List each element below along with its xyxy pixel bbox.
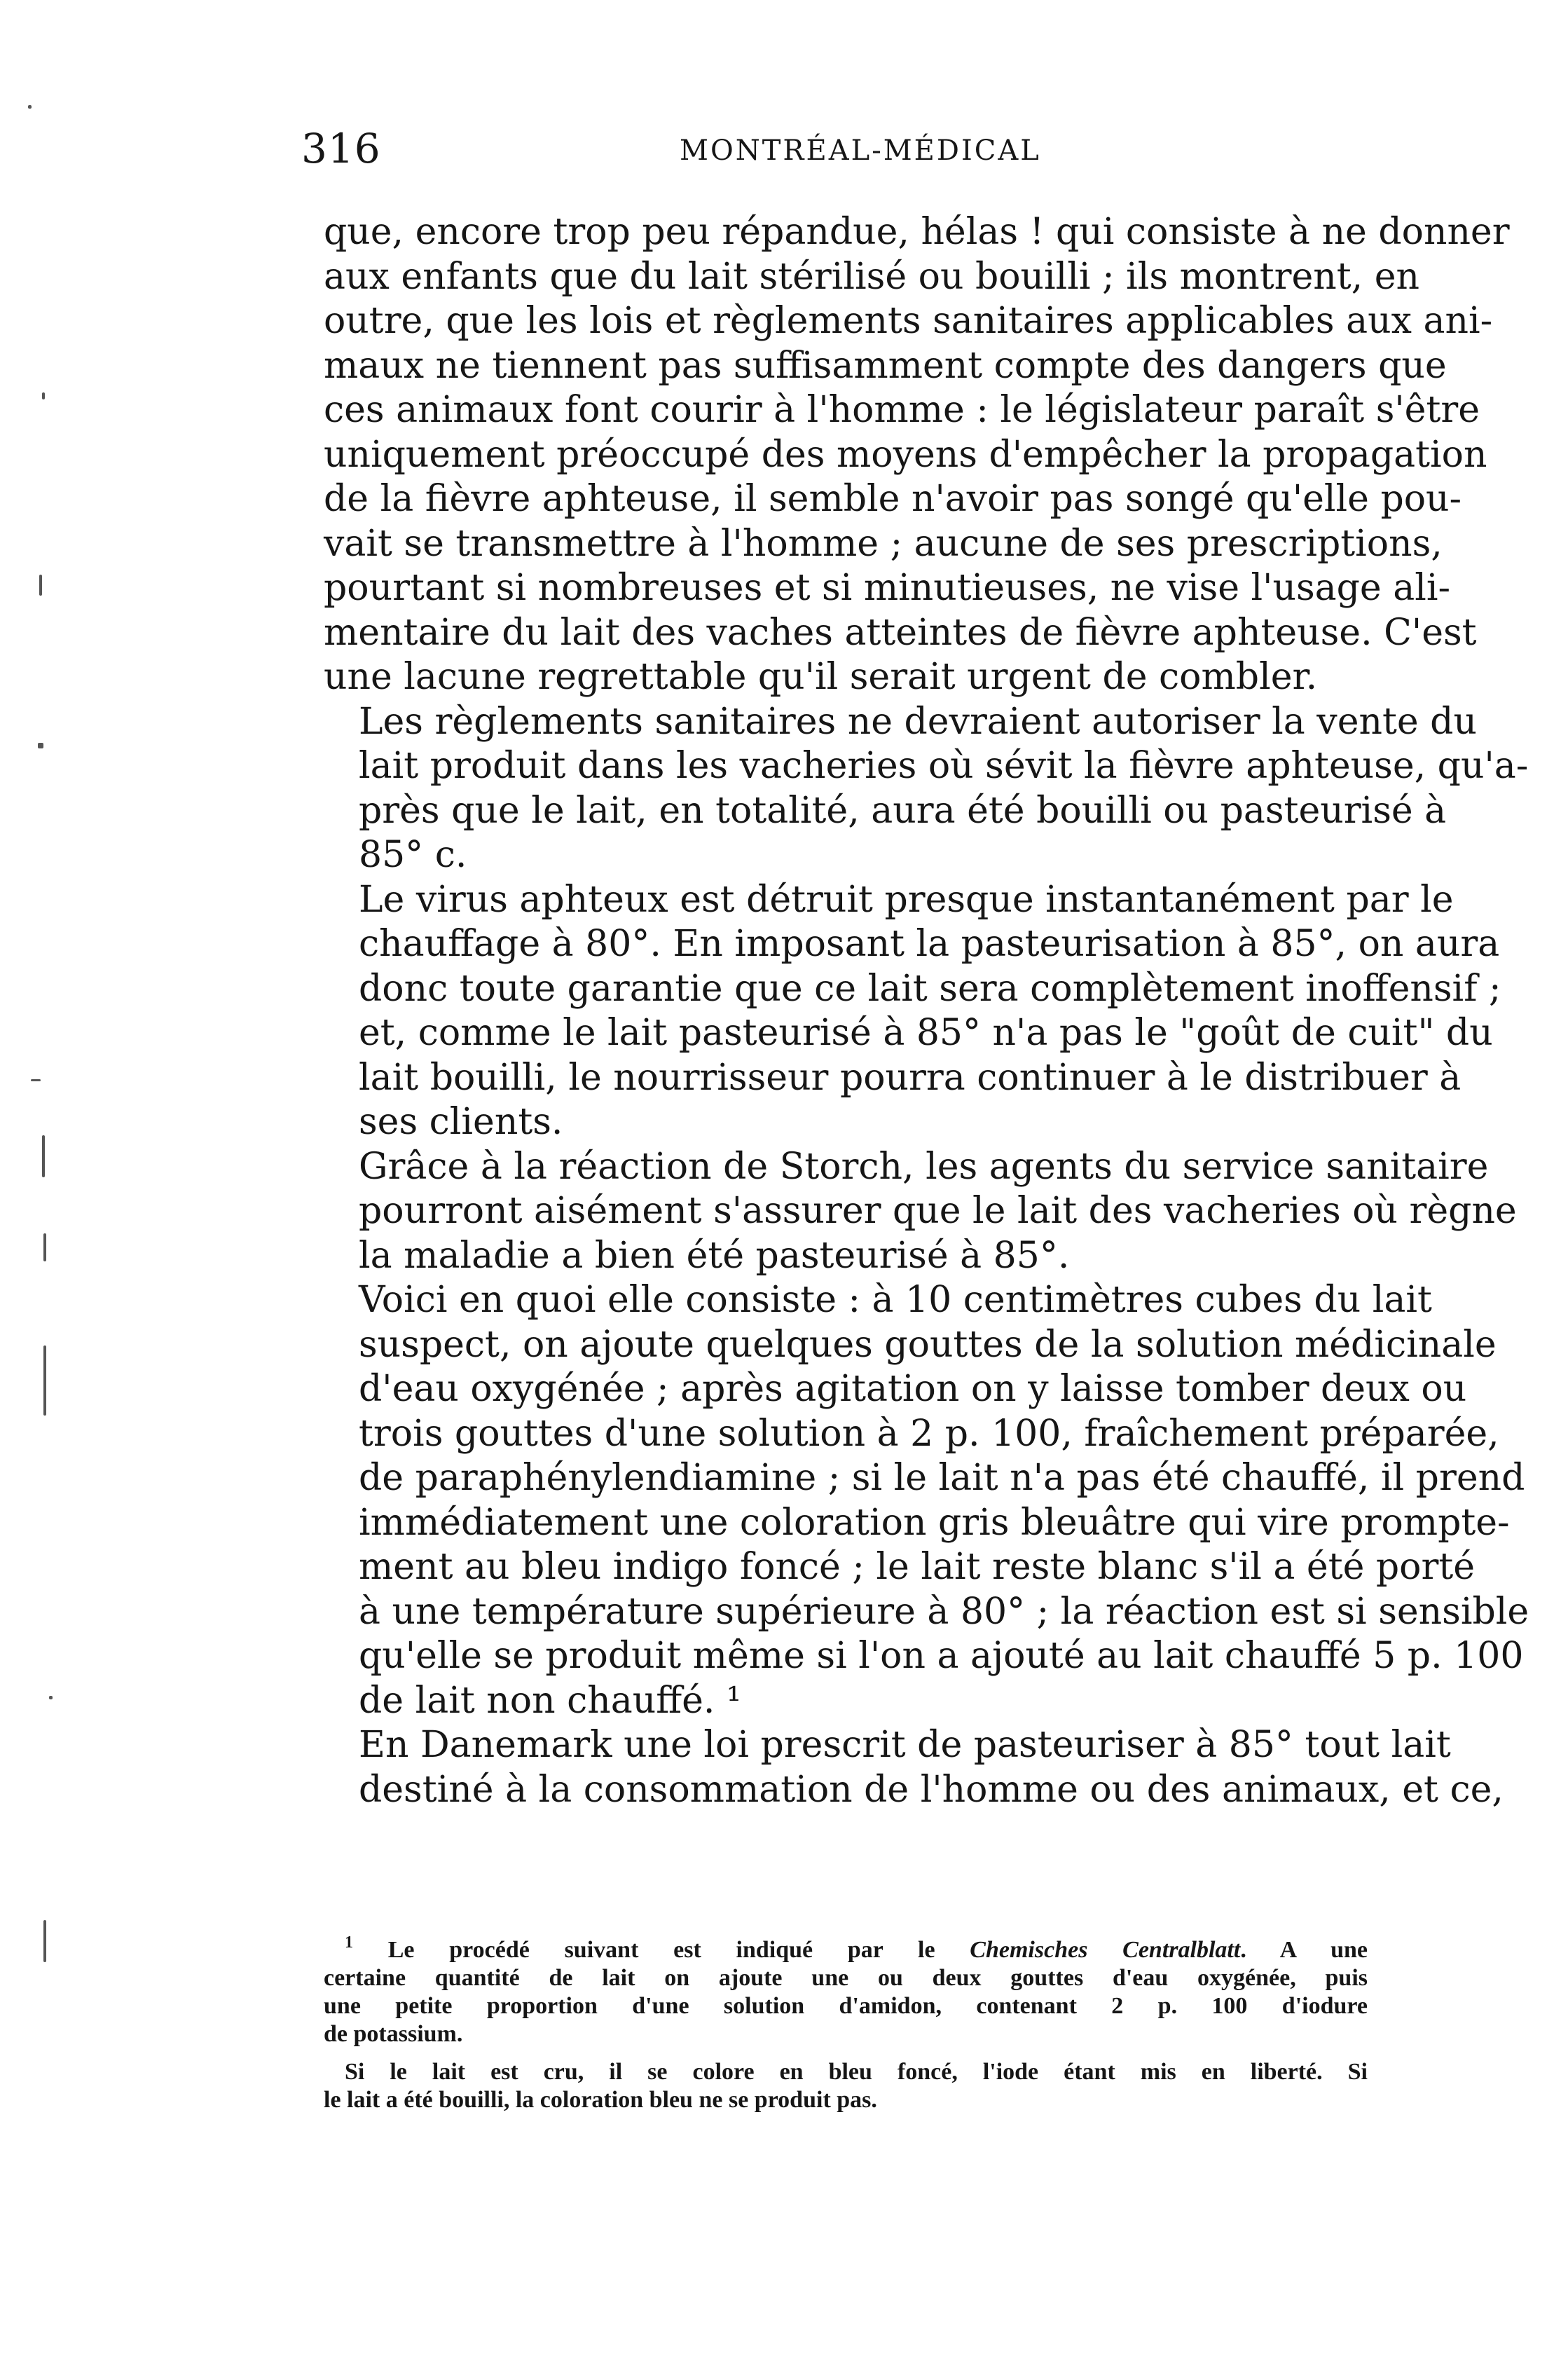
paragraph-6	[324, 1723, 1504, 1812]
text-line: et, comme le lait pasteurisé à 85° n'a pas le "goût de cuit" du	[359, 1012, 1493, 1054]
footnote-line: une petite proportion d'une solution d'amidon, contenant 2 p. 100 d'iodure	[324, 1993, 1368, 2019]
text-line: Les règlements sanitaires ne devraient autoriser la vente du	[359, 700, 1477, 743]
text-line: ses clients.	[359, 1101, 563, 1143]
scan-speck	[42, 392, 45, 399]
text-line: qu'elle se produit même si l'on a ajouté au lait chauffé 5 p. 100	[359, 1635, 1524, 1677]
scan-speck	[49, 1696, 53, 1699]
text-line: destiné à la consommation de l'homme ou des animaux, et ce,	[359, 1768, 1504, 1811]
scan-speck	[28, 105, 32, 109]
text-line: Grâce à la réaction de Storch, les agents du service sanitaire	[359, 1145, 1489, 1188]
scan-speck	[43, 1233, 46, 1261]
text-line: immédiatement une coloration gris bleuâtre qui vire prompte-	[359, 1501, 1510, 1544]
text-line: 85° c.	[359, 834, 467, 876]
footnote-marker: 1	[345, 1933, 353, 1952]
text-line: ment au bleu indigo foncé ; le lait reste blanc s'il a été porté	[359, 1546, 1476, 1588]
text-line: chauffage à 80°. En imposant la pasteurisation à 85°, on aura	[359, 923, 1500, 965]
paragraph-2	[324, 700, 1529, 878]
text-line: à une température supérieure à 80° ; la réaction est si sensible	[359, 1590, 1529, 1633]
text-line: de lait non chauffé. ¹	[359, 1679, 741, 1722]
paragraph-5	[324, 1278, 1529, 1723]
text-line: lait produit dans les vacheries où sévit la fièvre aphteuse, qu'a-	[359, 745, 1529, 787]
text-line: de paraphénylendiamine ; si le lait n'a pas été chauffé, il prend	[359, 1457, 1525, 1499]
scan-speck	[43, 1920, 46, 1962]
text-line: vait se transmettre à l'homme ; aucune de ses prescriptions,	[324, 522, 1443, 565]
page-number: 316	[301, 125, 381, 172]
footnote-line: certaine quantité de lait on ajoute une ou deux gouttes d'eau oxygénée, puis	[324, 1965, 1368, 1991]
text-line: de la fièvre aphteuse, il semble n'avoir pas songé qu'elle pou-	[324, 478, 1462, 520]
text-line: aux enfants que du lait stérilisé ou bouilli ; ils montrent, en	[324, 255, 1419, 298]
text-line: suspect, on ajoute quelques gouttes de la solution médicinale	[359, 1323, 1497, 1366]
text-line: la maladie a bien été pasteurisé à 85°.	[359, 1234, 1070, 1277]
text-line: outre, que les lois et règlements sanitaires applicables aux ani-	[324, 300, 1493, 342]
paragraph-1	[324, 210, 1510, 700]
text-line: que, encore trop peu répandue, hélas ! qui consiste à ne donner	[324, 211, 1510, 253]
footnote-line: de potassium.	[324, 2021, 463, 2047]
text-line: donc toute garantie que ce lait sera complètement inoffensif ;	[359, 967, 1501, 1010]
text-line: Voici en quoi elle consiste : à 10 centimètres cubes du lait	[359, 1279, 1432, 1321]
scan-speck	[43, 1345, 46, 1416]
text-line: uniquement préoccupé des moyens d'empêcher la propagation	[324, 433, 1487, 476]
text-line: une lacune regrettable qu'il serait urgent de combler.	[324, 656, 1318, 698]
paragraph-4	[324, 1145, 1517, 1279]
footnote-text: . A une	[1240, 1937, 1368, 1963]
text-line: maux ne tiennent pas suffisamment compte des dangers que	[324, 344, 1447, 387]
scan-speck	[31, 1079, 41, 1081]
scan-speck	[38, 743, 43, 748]
paragraph-3	[324, 878, 1501, 1145]
text-line: trois gouttes d'une solution à 2 p. 100, fraîchement préparée,	[359, 1412, 1499, 1455]
body-text	[324, 210, 1529, 1812]
footnote-text: Le procédé suivant est indiqué par le	[387, 1937, 970, 1963]
text-line: En Danemark une loi prescrit de pasteuriser à 85° tout lait	[359, 1724, 1451, 1766]
text-line: pourtant si nombreuses et si minutieuses, ne vise l'usage ali-	[324, 567, 1451, 609]
page-header	[301, 125, 1394, 181]
footnote-line: Si le lait est cru, il se colore en bleu foncé, l'iode étant mis en liberté. Si	[345, 2059, 1368, 2085]
text-line: lait bouilli, le nourrisseur pourra continuer à le distribuer à	[359, 1056, 1462, 1099]
footnote-2	[324, 2058, 1368, 2114]
footnote-line	[324, 1929, 1368, 1964]
scan-speck	[42, 1135, 45, 1177]
text-line: mentaire du lait des vaches atteintes de fièvre aphteuse. C'est	[324, 611, 1477, 654]
text-line: d'eau oxygénée ; après agitation on y laisse tomber deux ou	[359, 1368, 1467, 1410]
footnote-line: le lait a été bouilli, la coloration bleu ne se produit pas.	[324, 2087, 877, 2113]
scan-speck	[39, 575, 42, 596]
footnote-1	[324, 1929, 1368, 2048]
text-line: ces animaux font courir à l'homme : le législateur paraît s'être	[324, 389, 1480, 431]
running-title: MONTRÉAL-MÉDICAL	[680, 135, 1041, 167]
journal-title: Chemisches Centralblatt	[970, 1937, 1241, 1963]
text-line: près que le lait, en totalité, aura été bouilli ou pasteurisé à	[359, 789, 1447, 832]
text-line: Le virus aphteux est détruit presque instantanément par le	[359, 878, 1454, 921]
text-line: pourront aisément s'assurer que le lait des vacheries où règne	[359, 1190, 1517, 1232]
footnotes	[324, 1929, 1368, 2124]
